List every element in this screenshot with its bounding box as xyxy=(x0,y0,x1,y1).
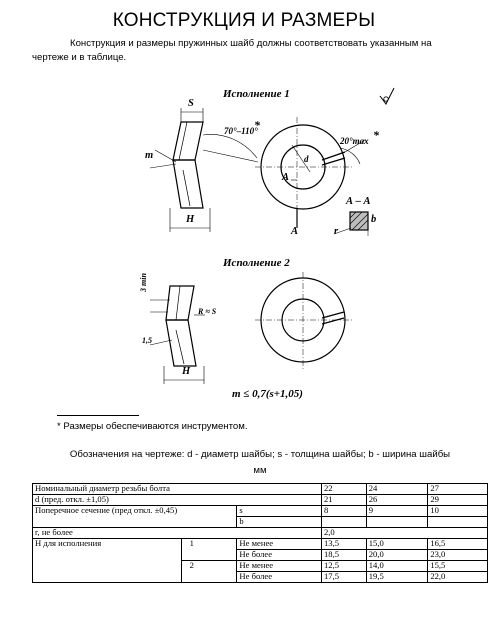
table-cell: 27 xyxy=(428,484,488,495)
table-cell: 2 xyxy=(181,561,237,583)
dimensions-table xyxy=(32,483,488,583)
table-row xyxy=(33,506,488,517)
table-cell: Не менее xyxy=(237,539,322,550)
dim-s-label: S xyxy=(188,98,194,109)
intro-paragraph: Конструкция и размеры пружинных шайб должны соответствовать указанным на чертеже и в таблице. xyxy=(32,38,432,63)
surface-finish-mark xyxy=(380,88,394,104)
table-cell: Не более xyxy=(237,550,322,561)
section-label: А – А xyxy=(346,196,371,207)
table-cell: 23,0 xyxy=(428,550,488,561)
cut-a-label-bottom: A xyxy=(291,226,299,237)
variant1-label: Исполнение 1 xyxy=(223,88,290,100)
table-cell: r, не более xyxy=(33,528,322,539)
table-cell: d (пред. откл. ±1,05) xyxy=(33,495,322,506)
table-cell: 15,0 xyxy=(366,539,428,550)
table-row xyxy=(33,539,488,550)
table-row xyxy=(33,528,488,539)
star-mark-20: * xyxy=(373,128,379,142)
table-cell: 14,0 xyxy=(366,561,428,572)
table-cell: 16,5 xyxy=(428,539,488,550)
variant2-front-view xyxy=(255,272,352,370)
table-row xyxy=(33,495,488,506)
radius-r-label: r xyxy=(334,226,339,237)
angle20-label: 20°max xyxy=(340,136,369,146)
legend-text xyxy=(60,447,460,479)
table-cell: Не менее xyxy=(237,561,322,572)
table-cell: 12,5 xyxy=(321,561,366,572)
table-cell: 2,0 xyxy=(321,528,487,539)
table-cell: 22,0 xyxy=(428,572,488,583)
footnote: * Размеры обеспечиваются инструментом. xyxy=(57,421,248,432)
cut-a-label-top: A xyxy=(282,172,290,183)
table-cell xyxy=(366,517,428,528)
section-a-a xyxy=(334,212,368,236)
table-cell: 1 xyxy=(181,539,237,561)
table-cell: 17,5 xyxy=(321,572,366,583)
table-cell: 10 xyxy=(428,506,488,517)
units-label: мм xyxy=(253,465,267,476)
table-cell: 8 xyxy=(321,506,366,517)
table-cell: 22 xyxy=(321,484,366,495)
table-cell xyxy=(321,517,366,528)
variant2-label: Исполнение 2 xyxy=(223,257,290,269)
m-min-label: 3 min xyxy=(139,273,148,292)
dim-m-label: m xyxy=(145,150,154,161)
star-mark-angle: * xyxy=(254,118,260,132)
table-cell: 21 xyxy=(321,495,366,506)
angle-label: 70°–110° xyxy=(224,126,258,136)
table-cell: 15,5 xyxy=(428,561,488,572)
table-cell: 26 xyxy=(366,495,428,506)
table-cell: 9 xyxy=(366,506,428,517)
table-cell: 19,5 xyxy=(366,572,428,583)
dim-15-label: 1,5 xyxy=(142,336,152,345)
table-cell: b xyxy=(237,517,322,528)
variant1-front-view xyxy=(255,117,365,228)
legend-line: Обозначения на чертеже: d - диаметр шайбы; s - толщина шайбы; b - ширина шайбы xyxy=(69,449,451,460)
dim-h-label: H xyxy=(186,214,195,225)
table-cell: 18,5 xyxy=(321,550,366,561)
table-cell: Поперечное сечение (пред откл. ±0,45) xyxy=(33,506,237,528)
dim-d-label: d xyxy=(304,154,309,164)
table-cell: H для исполнения xyxy=(33,539,182,583)
table-cell: Не более xyxy=(237,572,322,583)
table-cell: 24 xyxy=(366,484,428,495)
table-cell: 29 xyxy=(428,495,488,506)
footnote-rule xyxy=(57,415,139,416)
width-b-label: b xyxy=(371,214,377,225)
r-eq-s-label: R ≈ S xyxy=(198,307,217,316)
table-row xyxy=(33,484,488,495)
dim-h2-label: H xyxy=(182,366,191,377)
table-cell: 20,0 xyxy=(366,550,428,561)
table-cell: s xyxy=(237,506,322,517)
table-cell xyxy=(428,517,488,528)
page-title: КОНСТРУКЦИЯ И РАЗМЕРЫ xyxy=(112,10,376,31)
formula-label: m ≤ 0,7(s+1,05) xyxy=(232,388,303,400)
table-cell: Номинальный диаметр резьбы болта xyxy=(33,484,322,495)
table-cell: 13,5 xyxy=(321,539,366,550)
variant2-side-view xyxy=(150,286,205,384)
